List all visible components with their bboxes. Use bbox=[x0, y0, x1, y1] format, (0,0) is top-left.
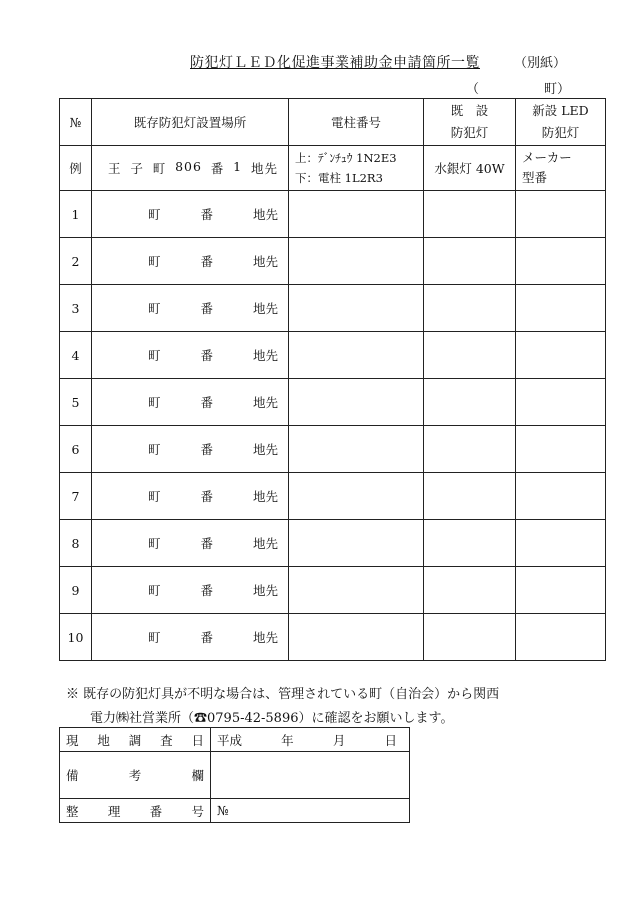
row-location[interactable] bbox=[92, 426, 289, 473]
date-month: 月 bbox=[332, 732, 346, 748]
date-day: 日 bbox=[384, 732, 397, 748]
row-town-label: 町 bbox=[148, 536, 161, 551]
row-new[interactable] bbox=[516, 520, 606, 567]
label-char: 日 bbox=[191, 732, 204, 748]
date-era: 平成 bbox=[217, 732, 243, 748]
example-pole-line1: 上：ﾃﾞﾝﾁｭｳ 1N2E3 bbox=[295, 151, 397, 165]
row-existing[interactable] bbox=[424, 191, 516, 238]
row-banchi-label: 番 bbox=[200, 254, 213, 269]
survey-number-row bbox=[60, 799, 410, 823]
row-existing[interactable] bbox=[424, 238, 516, 285]
row-pole[interactable] bbox=[289, 567, 424, 614]
row-chisaki-label: 地先 bbox=[252, 442, 278, 457]
row-pole[interactable] bbox=[289, 191, 424, 238]
example-new-line2: 型番 bbox=[522, 170, 548, 185]
row-banchi-label: 番 bbox=[200, 489, 213, 504]
row-chisaki-label: 地先 bbox=[252, 207, 278, 222]
row-new[interactable] bbox=[516, 567, 606, 614]
label-char: 理 bbox=[107, 803, 121, 819]
row-existing[interactable] bbox=[424, 332, 516, 379]
row-town-label: 町 bbox=[148, 489, 161, 504]
label-char: 調 bbox=[128, 732, 142, 748]
example-loc-cell: 1 bbox=[233, 159, 243, 174]
label-char: 号 bbox=[191, 803, 204, 819]
row-location[interactable] bbox=[92, 285, 289, 332]
table-row bbox=[60, 426, 606, 473]
row-existing[interactable] bbox=[424, 379, 516, 426]
row-no: 5 bbox=[60, 379, 92, 426]
row-chisaki-label: 地先 bbox=[252, 301, 278, 316]
example-loc-cell: 番 bbox=[210, 161, 225, 176]
row-no: 9 bbox=[60, 567, 92, 614]
table-header-row bbox=[60, 99, 606, 146]
table-row bbox=[60, 332, 606, 379]
number-label bbox=[60, 799, 211, 823]
row-new[interactable] bbox=[516, 473, 606, 520]
table-row bbox=[60, 238, 606, 285]
survey-remarks-row bbox=[60, 752, 410, 799]
row-banchi-label: 番 bbox=[200, 348, 213, 363]
survey-date-label bbox=[60, 728, 211, 752]
header-existing bbox=[424, 99, 516, 146]
row-location[interactable] bbox=[92, 191, 289, 238]
label-char: 番 bbox=[149, 803, 163, 819]
row-new[interactable] bbox=[516, 379, 606, 426]
table-row bbox=[60, 379, 606, 426]
row-no: 8 bbox=[60, 520, 92, 567]
row-location[interactable] bbox=[92, 567, 289, 614]
row-town-label: 町 bbox=[148, 583, 161, 598]
row-no: 4 bbox=[60, 332, 92, 379]
row-chisaki-label: 地先 bbox=[252, 489, 278, 504]
table-row bbox=[60, 520, 606, 567]
row-chisaki-label: 地先 bbox=[252, 583, 278, 598]
row-chisaki-label: 地先 bbox=[252, 348, 278, 363]
page-title: 防犯灯ＬＥＤ化促進事業補助金申請箇所一覧 bbox=[190, 55, 480, 71]
example-pole bbox=[289, 146, 424, 191]
row-location[interactable] bbox=[92, 379, 289, 426]
note-line1: ※ 既存の防犯灯具が不明な場合は、管理されている町（自治会）から関西 bbox=[66, 687, 500, 702]
row-existing[interactable] bbox=[424, 567, 516, 614]
header-new-led bbox=[516, 99, 606, 146]
label-char: 地 bbox=[97, 732, 110, 748]
row-pole[interactable] bbox=[289, 426, 424, 473]
example-pole-line2: 下：電柱 1L2R3 bbox=[295, 171, 383, 185]
row-pole[interactable] bbox=[289, 285, 424, 332]
row-no: 6 bbox=[60, 426, 92, 473]
row-no: 1 bbox=[60, 191, 92, 238]
header-existing-line1: 既 設 bbox=[450, 103, 489, 118]
survey-date-value[interactable] bbox=[211, 728, 410, 752]
row-town-label: 町 bbox=[148, 301, 161, 316]
example-loc-cell: 子 bbox=[130, 161, 144, 176]
example-new bbox=[516, 146, 606, 191]
row-town-label: 町 bbox=[148, 630, 161, 645]
row-location[interactable] bbox=[92, 238, 289, 285]
row-no: 3 bbox=[60, 285, 92, 332]
header-new-line1: 新設 LED bbox=[532, 103, 589, 118]
row-existing[interactable] bbox=[424, 520, 516, 567]
header-location: 既存防犯灯設置場所 bbox=[92, 99, 289, 146]
row-pole[interactable] bbox=[289, 520, 424, 567]
date-year: 年 bbox=[281, 732, 294, 748]
row-banchi-label: 番 bbox=[200, 536, 213, 551]
row-town-label: 町 bbox=[148, 348, 161, 363]
row-existing[interactable] bbox=[424, 473, 516, 520]
header-pole: 電柱番号 bbox=[289, 99, 424, 146]
row-new[interactable] bbox=[516, 614, 606, 661]
row-new[interactable] bbox=[516, 285, 606, 332]
label-char: 整 bbox=[66, 803, 79, 819]
row-existing[interactable] bbox=[424, 426, 516, 473]
row-no: 7 bbox=[60, 473, 92, 520]
row-new[interactable] bbox=[516, 191, 606, 238]
survey-table bbox=[59, 727, 410, 823]
row-town-label: 町 bbox=[148, 207, 161, 222]
row-town-label: 町 bbox=[148, 254, 161, 269]
row-location[interactable] bbox=[92, 332, 289, 379]
row-town-label: 町 bbox=[148, 395, 161, 410]
example-loc-cell: 町 bbox=[152, 161, 167, 176]
row-pole[interactable] bbox=[289, 379, 424, 426]
row-location[interactable] bbox=[92, 520, 289, 567]
table-row bbox=[60, 473, 606, 520]
row-pole[interactable] bbox=[289, 238, 424, 285]
table-row bbox=[60, 285, 606, 332]
town-field[interactable] bbox=[466, 78, 570, 97]
header-new-line2: 防犯灯 bbox=[541, 125, 580, 140]
label-char: 現 bbox=[66, 732, 79, 748]
remarks-label bbox=[60, 752, 211, 799]
header-existing-line2: 防犯灯 bbox=[450, 125, 489, 140]
example-row bbox=[60, 146, 606, 191]
remarks-value[interactable] bbox=[211, 752, 410, 799]
application-table bbox=[59, 98, 606, 661]
row-pole[interactable] bbox=[289, 332, 424, 379]
row-banchi-label: 番 bbox=[200, 583, 213, 598]
table-row bbox=[60, 191, 606, 238]
row-banchi-label: 番 bbox=[200, 301, 213, 316]
row-existing[interactable] bbox=[424, 614, 516, 661]
label-char: 備 bbox=[66, 768, 79, 783]
row-town-label: 町 bbox=[148, 442, 161, 457]
row-chisaki-label: 地先 bbox=[252, 630, 278, 645]
row-new[interactable] bbox=[516, 238, 606, 285]
row-pole[interactable] bbox=[289, 614, 424, 661]
row-banchi-label: 番 bbox=[200, 395, 213, 410]
example-loc-cell: 王 bbox=[108, 161, 122, 176]
example-location bbox=[92, 146, 289, 191]
number-value[interactable]: № bbox=[211, 799, 410, 823]
row-banchi-label: 番 bbox=[200, 630, 213, 645]
row-chisaki-label: 地先 bbox=[252, 395, 278, 410]
attachment-label: （別紙） bbox=[514, 56, 567, 71]
town-close-label: 町） bbox=[543, 82, 570, 97]
town-open-paren: （ bbox=[466, 82, 480, 97]
row-existing[interactable] bbox=[424, 285, 516, 332]
table-row bbox=[60, 614, 606, 661]
row-location[interactable] bbox=[92, 473, 289, 520]
row-chisaki-label: 地先 bbox=[252, 254, 278, 269]
label-char: 査 bbox=[160, 732, 173, 748]
row-no: 10 bbox=[60, 614, 92, 661]
row-chisaki-label: 地先 bbox=[252, 536, 278, 551]
survey-date-row bbox=[60, 728, 410, 752]
row-new[interactable] bbox=[516, 332, 606, 379]
note-text bbox=[66, 683, 499, 731]
label-char: 考 bbox=[128, 768, 142, 783]
note-line2: 電力㈱社営業所（☎0795-42-5896）に確認をお願いします。 bbox=[90, 711, 454, 726]
row-pole[interactable] bbox=[289, 473, 424, 520]
header-no: № bbox=[60, 99, 92, 146]
example-no: 例 bbox=[60, 146, 92, 191]
row-banchi-label: 番 bbox=[200, 207, 213, 222]
table-row bbox=[60, 567, 606, 614]
row-new[interactable] bbox=[516, 426, 606, 473]
row-no: 2 bbox=[60, 238, 92, 285]
example-loc-cell: 地先 bbox=[250, 161, 278, 176]
example-new-line1: メーカー bbox=[522, 150, 572, 165]
row-banchi-label: 番 bbox=[200, 442, 213, 457]
example-loc-cell: 806 bbox=[175, 159, 202, 174]
example-existing: 水銀灯 40W bbox=[424, 146, 516, 191]
label-char: 欄 bbox=[191, 768, 204, 783]
row-location[interactable] bbox=[92, 614, 289, 661]
